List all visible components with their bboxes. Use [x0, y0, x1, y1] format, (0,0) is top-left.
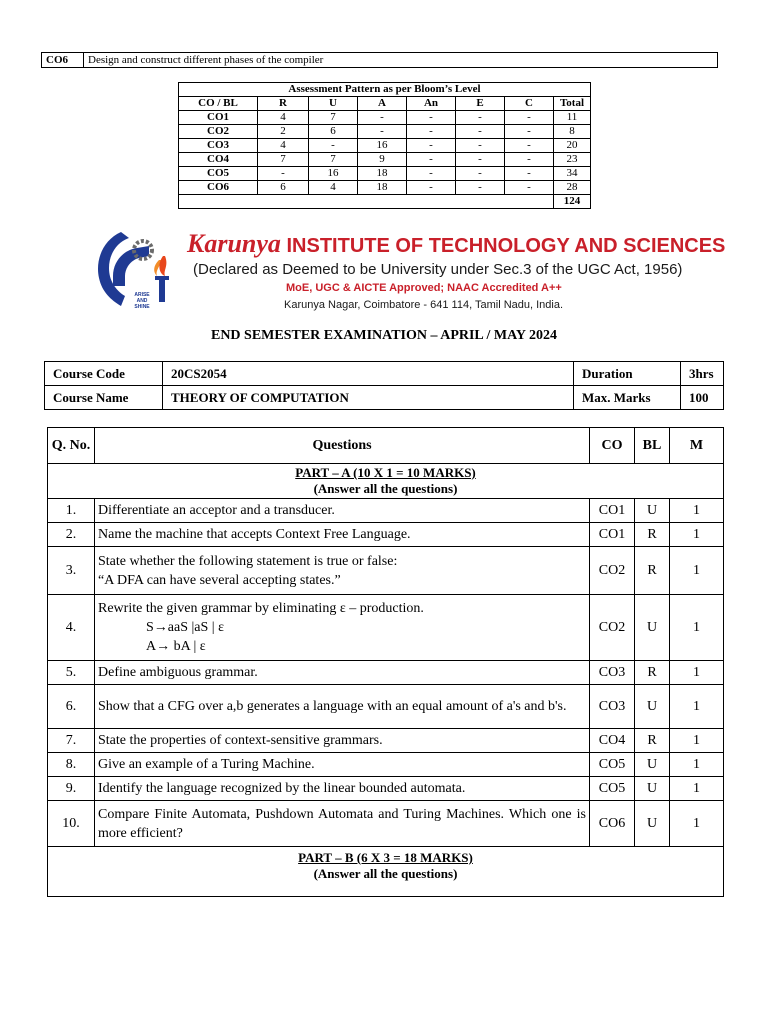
part-a-note: (Answer all the questions) — [313, 481, 458, 496]
question-row — [48, 685, 724, 729]
part-b-title: PART – B (6 X 3 = 18 MARKS) — [298, 850, 473, 865]
course-name-label: Course Name — [45, 386, 163, 410]
course-code-value: 20CS2054 — [163, 362, 574, 386]
logo-motto-line1: ARISE — [134, 292, 150, 298]
course-name-value: THEORY OF COMPUTATION — [163, 386, 574, 410]
assessment-cell: 20 — [554, 139, 591, 153]
question-marks: 1 — [670, 595, 724, 661]
question-bl: R — [635, 729, 670, 753]
assessment-cell: - — [456, 167, 505, 181]
duration-value: 3hrs — [681, 362, 724, 386]
assessment-body — [179, 111, 591, 195]
question-bl: U — [635, 685, 670, 729]
question-bl: U — [635, 753, 670, 777]
assessment-cell: 2 — [258, 125, 309, 139]
course-details-table — [44, 361, 724, 410]
part-a-header-row — [48, 464, 724, 499]
assessment-co-cell: CO6 — [179, 181, 258, 195]
assessment-cell: - — [505, 167, 554, 181]
question-row — [48, 595, 724, 661]
assessment-cell: - — [407, 153, 456, 167]
assessment-total-row — [179, 195, 591, 209]
question-marks: 1 — [670, 685, 724, 729]
question-text: State whether the following statement is true or false: — [98, 553, 398, 569]
assessment-header: An — [407, 97, 456, 111]
brand-wordmark: Karunya — [187, 229, 281, 258]
qno-header: Q. No. — [48, 428, 95, 464]
assessment-cell: 4 — [258, 139, 309, 153]
bl-header: BL — [635, 428, 670, 464]
assessment-cell: 7 — [309, 153, 358, 167]
question-co: CO2 — [590, 595, 635, 661]
question-row — [48, 523, 724, 547]
assessment-cell: 9 — [358, 153, 407, 167]
assessment-row — [179, 181, 591, 195]
assessment-header: A — [358, 97, 407, 111]
question-co: CO2 — [590, 547, 635, 595]
assessment-header: Total — [554, 97, 591, 111]
institute-name — [187, 229, 725, 259]
assessment-cell: 7 — [258, 153, 309, 167]
question-co: CO5 — [590, 777, 635, 801]
question-number: 8. — [48, 753, 95, 777]
question-text-line: A→ bA | ε — [146, 639, 206, 654]
question-bl: U — [635, 801, 670, 847]
exam-title: END SEMESTER EXAMINATION – APRIL / MAY 2024 — [210, 328, 558, 343]
question-co: CO4 — [590, 729, 635, 753]
question-number: 2. — [48, 523, 95, 547]
question-text: Name the machine that accepts Context Free Language. — [98, 527, 411, 542]
assessment-cell: 28 — [554, 181, 591, 195]
part-a-heading — [48, 464, 724, 499]
question-text: Define ambiguous grammar. — [98, 665, 258, 680]
assessment-row — [179, 167, 591, 181]
declaration-line: (Declared as Deemed to be University under Sec.3 of the UGC Act, 1956) — [193, 261, 683, 278]
question-row — [48, 661, 724, 685]
co-header: CO — [590, 428, 635, 464]
assessment-cell: 4 — [309, 181, 358, 195]
question-text-cell — [95, 729, 590, 753]
assessment-cell: 16 — [358, 139, 407, 153]
question-marks: 1 — [670, 523, 724, 547]
question-bl: R — [635, 547, 670, 595]
question-bl: R — [635, 661, 670, 685]
question-co: CO6 — [590, 801, 635, 847]
assessment-cell: 16 — [309, 167, 358, 181]
question-row — [48, 777, 724, 801]
assessment-row — [179, 125, 591, 139]
assessment-cell: 34 — [554, 167, 591, 181]
assessment-cell: - — [258, 167, 309, 181]
question-co: CO1 — [590, 499, 635, 523]
question-row — [48, 729, 724, 753]
assessment-co-cell: CO3 — [179, 139, 258, 153]
question-text: Compare Finite Automata, Pushdown Automata and Turing Machines. Which one is more efficient? — [98, 806, 586, 841]
max-marks-value: 100 — [681, 386, 724, 410]
logo-motto-line2: AND — [136, 298, 148, 304]
assessment-header-row — [179, 97, 591, 111]
question-text: Give an example of a Turing Machine. — [98, 757, 315, 772]
question-marks: 1 — [670, 777, 724, 801]
question-number: 3. — [48, 547, 95, 595]
accreditation-line: MoE, UGC & AICTE Approved; NAAC Accredited A++ — [286, 282, 562, 294]
question-text: Show that a CFG over a,b generates a language with an equal amount of a's and b's. — [98, 699, 567, 714]
assessment-cell: - — [505, 139, 554, 153]
question-text-cell — [95, 499, 590, 523]
assessment-cell: 6 — [309, 125, 358, 139]
course-row-code — [45, 362, 724, 386]
assessment-cell: - — [407, 139, 456, 153]
question-row — [48, 753, 724, 777]
assessment-cell: 11 — [554, 111, 591, 125]
part-a-title: PART – A (10 X 1 = 10 MARKS) — [295, 465, 476, 480]
institute-title: INSTITUTE OF TECHNOLOGY AND SCIENCES — [286, 235, 726, 257]
question-co: CO3 — [590, 661, 635, 685]
question-text-line: “A DFA can have several accepting states.” — [98, 572, 341, 588]
assessment-row — [179, 111, 591, 125]
question-text-cell — [95, 523, 590, 547]
institute-banner — [91, 226, 726, 314]
question-text: Differentiate an acceptor and a transducer. — [98, 503, 335, 518]
assessment-cell: 23 — [554, 153, 591, 167]
assessment-cell: 7 — [309, 111, 358, 125]
assessment-row — [179, 139, 591, 153]
question-number: 1. — [48, 499, 95, 523]
question-number: 5. — [48, 661, 95, 685]
question-text-cell — [95, 801, 590, 847]
question-co: CO1 — [590, 523, 635, 547]
assessment-cell: - — [407, 181, 456, 195]
assessment-cell: 6 — [258, 181, 309, 195]
assessment-header: E — [456, 97, 505, 111]
course-code-label: Course Code — [45, 362, 163, 386]
assessment-cell: 18 — [358, 167, 407, 181]
question-marks: 1 — [670, 729, 724, 753]
course-row-name — [45, 386, 724, 410]
question-text-cell — [95, 685, 590, 729]
logo-motto-line3: SHINE — [134, 304, 150, 310]
m-header: M — [670, 428, 724, 464]
assessment-row — [179, 153, 591, 167]
question-marks: 1 — [670, 547, 724, 595]
part-b-header-row — [48, 847, 724, 897]
assessment-grand-total: 124 — [554, 195, 591, 209]
assessment-cell: - — [407, 111, 456, 125]
question-number: 9. — [48, 777, 95, 801]
question-row — [48, 499, 724, 523]
assessment-cell: - — [358, 111, 407, 125]
co6-code: CO6 — [42, 53, 84, 68]
question-bl: U — [635, 777, 670, 801]
question-text-cell — [95, 595, 590, 661]
assessment-caption: Assessment Pattern as per Bloom’s Level — [179, 83, 591, 97]
question-bl: U — [635, 499, 670, 523]
question-marks: 1 — [670, 499, 724, 523]
question-text-cell — [95, 661, 590, 685]
question-number: 4. — [48, 595, 95, 661]
assessment-cell: - — [456, 125, 505, 139]
co6-description: Design and construct different phases of the compiler — [84, 53, 718, 68]
assessment-cell: - — [456, 111, 505, 125]
co6-outcome-table — [41, 52, 718, 68]
part-b-note: (Answer all the questions) — [313, 866, 458, 881]
question-number: 10. — [48, 801, 95, 847]
assessment-header: R — [258, 97, 309, 111]
questions-header: Questions — [95, 428, 590, 464]
co6-outcome-row — [42, 53, 718, 68]
question-text-line: S→aaS |aS | ε — [146, 620, 224, 635]
question-text: Rewrite the given grammar by eliminating ε – production. — [98, 601, 424, 616]
address-line: Karunya Nagar, Coimbatore - 641 114, Tamil Nadu, India. — [284, 299, 564, 311]
question-marks: 1 — [670, 661, 724, 685]
part-b-heading — [48, 847, 724, 897]
question-co: CO3 — [590, 685, 635, 729]
part-a-questions — [48, 499, 724, 847]
assessment-cell: 8 — [554, 125, 591, 139]
question-number: 6. — [48, 685, 95, 729]
assessment-co-cell: CO1 — [179, 111, 258, 125]
question-co: CO5 — [590, 753, 635, 777]
assessment-cell: - — [407, 125, 456, 139]
question-text: State the properties of context-sensitive grammars. — [98, 733, 383, 748]
assessment-cell: - — [505, 111, 554, 125]
question-text-cell — [95, 547, 590, 595]
karunya-logo-icon — [91, 226, 177, 314]
assessment-cell: - — [456, 181, 505, 195]
assessment-co-cell: CO5 — [179, 167, 258, 181]
question-bl: R — [635, 523, 670, 547]
question-text: Identify the language recognized by the linear bounded automata. — [98, 781, 466, 796]
assessment-cell: 18 — [358, 181, 407, 195]
duration-label: Duration — [574, 362, 681, 386]
question-number: 7. — [48, 729, 95, 753]
assessment-cell: - — [505, 153, 554, 167]
question-marks: 1 — [670, 801, 724, 847]
assessment-header: CO / BL — [179, 97, 258, 111]
assessment-total-blank — [179, 195, 554, 209]
question-row — [48, 801, 724, 847]
assessment-header: C — [505, 97, 554, 111]
max-marks-label: Max. Marks — [574, 386, 681, 410]
assessment-cell: - — [456, 139, 505, 153]
question-text-cell — [95, 777, 590, 801]
assessment-cell: 4 — [258, 111, 309, 125]
assessment-cell: - — [407, 167, 456, 181]
assessment-cell: - — [456, 153, 505, 167]
assessment-cell: - — [505, 125, 554, 139]
assessment-co-cell: CO2 — [179, 125, 258, 139]
assessment-cell: - — [309, 139, 358, 153]
assessment-header: U — [309, 97, 358, 111]
question-bl: U — [635, 595, 670, 661]
assessment-cell: - — [505, 181, 554, 195]
question-text-cell — [95, 753, 590, 777]
assessment-co-cell: CO4 — [179, 153, 258, 167]
assessment-pattern-table — [178, 82, 591, 209]
questions-table — [47, 427, 724, 897]
questions-header-row — [48, 428, 724, 464]
question-row — [48, 547, 724, 595]
question-marks: 1 — [670, 753, 724, 777]
assessment-cell: - — [358, 125, 407, 139]
